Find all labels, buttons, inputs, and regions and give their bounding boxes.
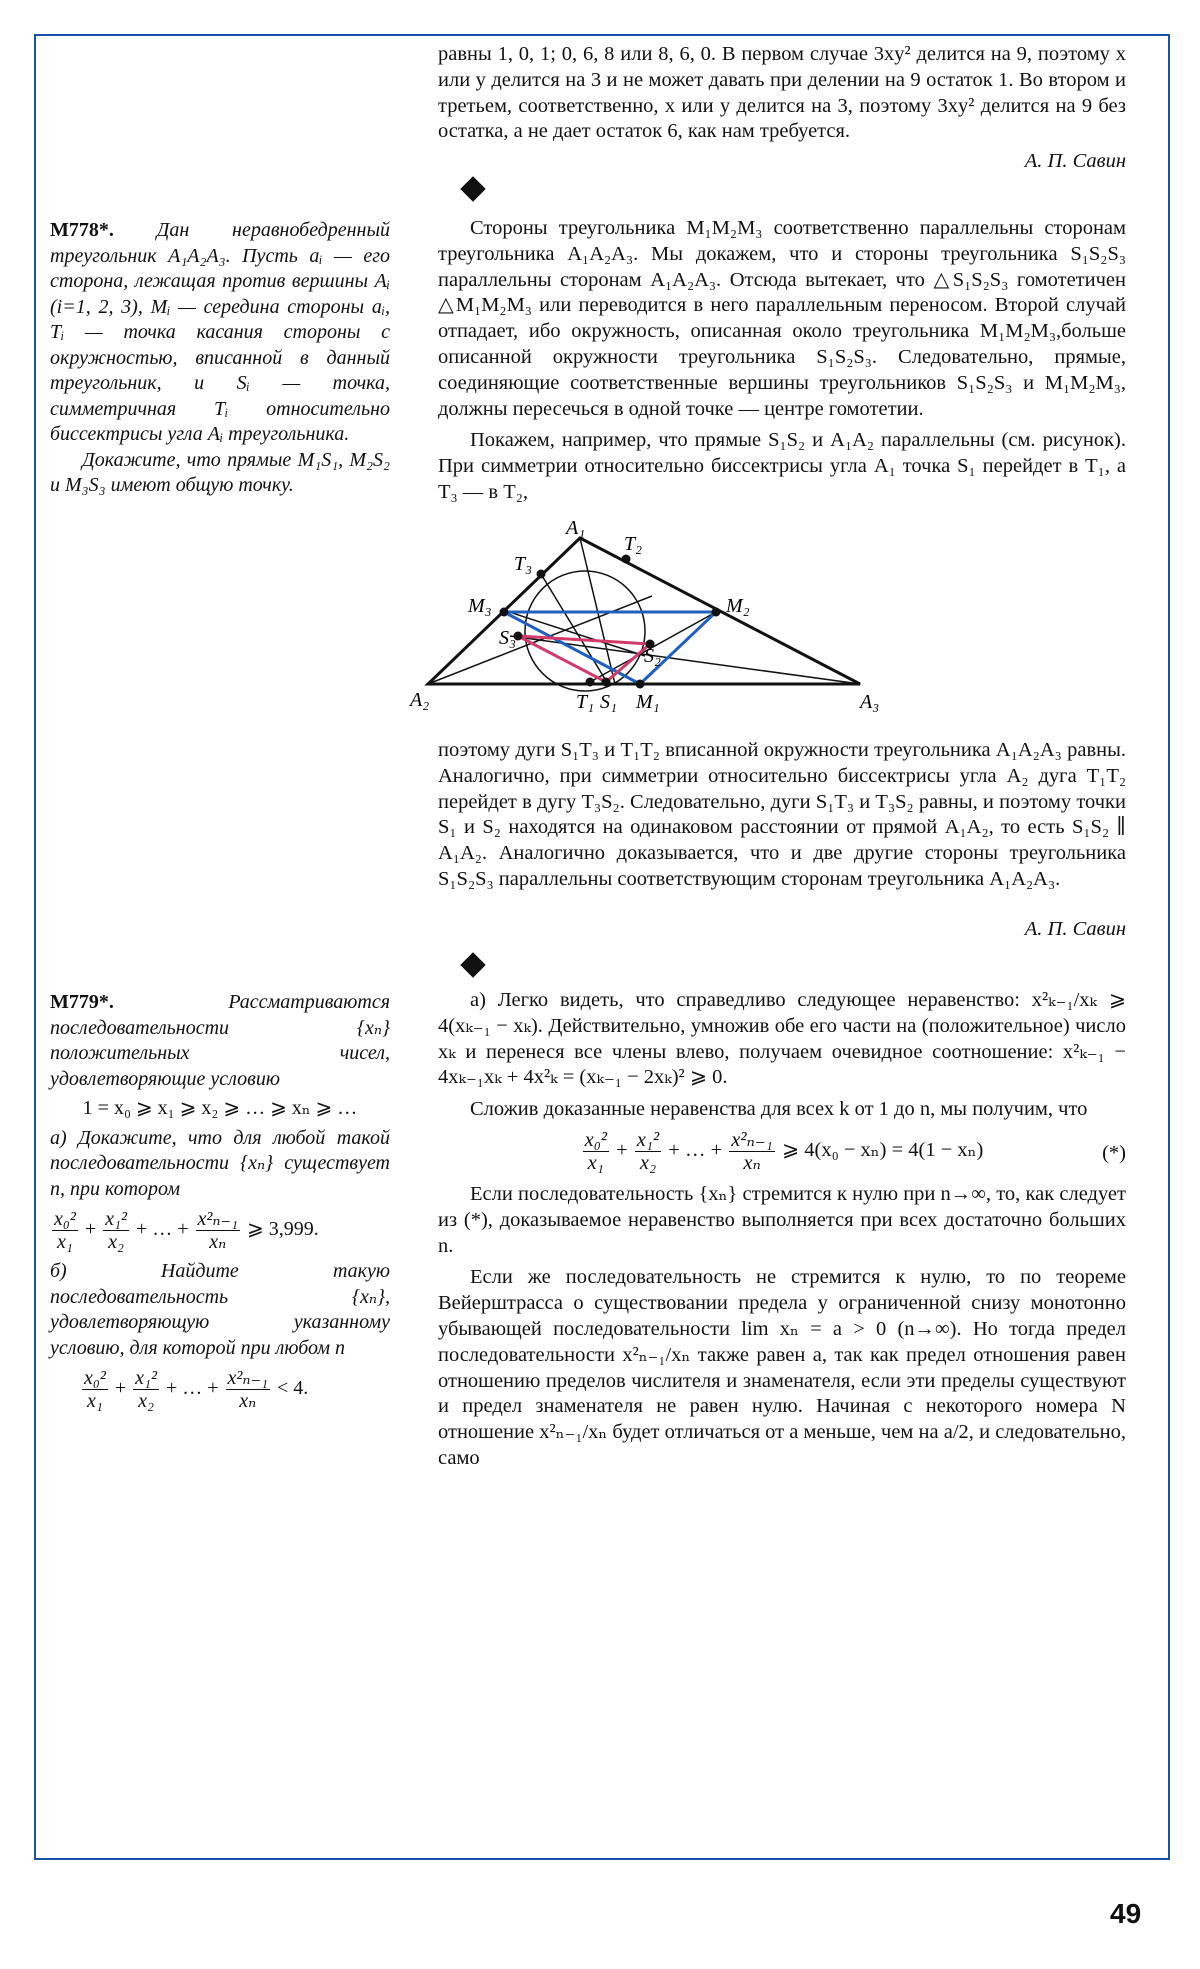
m778-problem [50, 218, 390, 499]
m778-sol-p2: Покажем, например, что прямые S₁S₂ и A₁A₂ параллельны (см. рисунок). При симметрии относительно биссектрисы угла A₁ точка S₁ перейдет в T₁, а T₃ — в T₂, [438, 429, 1126, 503]
m778-solution-cont [438, 738, 1126, 899]
line-t3 [541, 574, 608, 684]
m779-sol-p4: Если же последовательность не стремится к нулю, то по теореме Вейерштрасса о существовании предела у ограниченной снизу монотонно убывающей последовательности lim xₙ = a > 0 (n→∞). Но тогда предел последовательности x²ₙ₋₁/xₙ также равен a, так как предел отношения равен отношению пределов числителя и знаменателя, если эти пределы существуют и предел знаменателя не равен нулю. Начиная с некоторого номера N отношение x²ₙ₋₁/xₙ будет отличаться от a меньше, чем на a/2, и следовательно, само [438, 1266, 1126, 1469]
m779-part-b: б) Найдите такую последовательность {xₙ}, удовлетворяющую указанному условию, для которой при любом n [50, 1260, 390, 1359]
point-m2 [712, 608, 721, 617]
point-s1 [602, 678, 611, 687]
m778-prove: Докажите, что прямые M₁S₁, M₂S₂ и M₃S₃ имеют общую точку. [50, 448, 390, 496]
point-m3 [500, 608, 509, 617]
point-t3 [537, 570, 546, 579]
triangle-m1m2m3 [504, 612, 716, 684]
m778-label: М778*. [50, 219, 114, 241]
m779-problem [50, 990, 390, 1412]
point-m1 [636, 680, 645, 689]
triangle-figure [400, 516, 920, 716]
m778-author: А. П. Савин [1024, 918, 1126, 940]
m778-problem-text: Дан неравнобедренный треугольник A₁A₂A₃. Пусть aᵢ — его сторона, лежащая против вершины Aᵢ (i=1, 2, 3), Mᵢ — середина стороны aᵢ, Tᵢ — точка касания стороны с окружностью, вписанной в данный треугольник, и Sᵢ — точка, симметричная Tᵢ относительно биссектрисы угла Aᵢ треугольника. [50, 219, 390, 445]
label-t1: T₁ [576, 691, 595, 713]
label-a1: A₁ [566, 517, 586, 539]
m779-intro: Рассматриваются последовательности {xₙ} положительных чисел, удовлетворяющие условию [50, 991, 390, 1090]
point-t1 [586, 678, 595, 687]
page-number: 49 [1110, 1898, 1142, 1929]
label-s1: S₁ [600, 691, 617, 713]
m779-sol-p3: Если последовательность {xₙ} стремится к нулю при n→∞, то, как следует из (*), доказываемое неравенство выполняется при всех достаточно больших n. [438, 1182, 1126, 1257]
label-m3: M₃ [468, 595, 492, 617]
point-t2 [622, 555, 631, 564]
top-author: А. П. Савин [1024, 150, 1126, 172]
label-m1: M₁ [636, 691, 660, 713]
label-m2: M₂ [726, 595, 750, 617]
m779-sol-formula: $\frac{\text{x₀²}}{\text{x₁}}$ + $\frac{\text{x₁²}}{\text{x₂}}$ + … + $\frac{\text{x²ₙ₋₁}}{\text{xₙ}}$ ⩾ 4(x₀ − xₙ) = 4(1 − xₙ) (*) [584, 1128, 1126, 1174]
m779-condition: 1 = x₀ ⩾ x₁ ⩾ x₂ ⩾ … ⩾ xₙ ⩾ … [82, 1097, 358, 1119]
label-t3: T₃ [514, 553, 533, 575]
m779-part-a-formula: $\frac{\text{x₀²}}{\text{x₁}}$ + $\frac{\text{x₁²}}{\text{x₂}}$ + … + $\frac{\text{x²ₙ₋₁}}{\text{xₙ}}$ ⩾ 3,999. [54, 1208, 319, 1253]
label-a2: A₂ [410, 689, 430, 711]
top-paragraph: равны 1, 0, 1; 0, 6, 8 или 8, 6, 0. В первом случае 3xy² делится на 9, поэтому x или y делится на 3 и не может давать при делении на 9 остаток 1. Во втором и третьем, соответственно, x или y делится на 3, поэтому 3xy² делится на 9 без остатка, а не дает остаток 6, как нам требуется. [438, 43, 1126, 143]
m779-sol-p1: а) Легко видеть, что справедливо следующее неравенство: x²ₖ₋₁/xₖ ⩾ 4(xₖ₋₁ − xₖ). Действительно, умножив обе его части на (положительное) число xₖ и перенеся все члены влево, получаем очевидное соотношение: x²ₖ₋₁ − 4xₖ₋₁xₖ + 4x²ₖ = (xₖ₋₁ − 2xₖ)² ⩾ 0. [438, 989, 1126, 1089]
m779-sol-p2: Сложив доказанные неравенства для всех k от 1 до n, мы получим, что [470, 1098, 1088, 1121]
m778-sol-p3: поэтому дуги S₁T₃ и T₁T₂ вписанной окружности треугольника A₁A₂A₃ равны. Аналогично, при симметрии относительно биссектрисы угла A₂ дуга T₁T₂ перейдет в дугу T₃S₂. Следовательно, дуги S₁T₃ и T₃S₂ равны, и поэтому точки S₁ и S₂ находятся на одинаковом расстоянии от прямой A₁A₂, то есть S₁S₂ ∥ A₁A₂. Аналогично доказывается, что и две другие стороны треугольника S₁S₂S₃ параллельны соответствующим сторонам треугольника A₁A₂A₃. [438, 739, 1126, 890]
m779-part-a: а) Докажите, что для любой такой последовательности {xₙ} существует n, при котором [50, 1126, 390, 1200]
m778-solution [438, 216, 1126, 512]
label-s2: S₂ [644, 645, 661, 667]
label-s3: S₃ [499, 627, 516, 649]
formula-tag: (*) [1102, 1141, 1126, 1164]
m779-solution [438, 988, 1126, 1478]
label-t2: T₂ [624, 533, 643, 555]
m779-label: М779*. [50, 991, 114, 1013]
m779-part-b-formula: $\frac{\text{x₀²}}{\text{x₁}}$ + $\frac{\text{x₁²}}{\text{x₂}}$ + … + $\frac{\text{x²ₙ₋₁}}{\text{xₙ}}$ < 4. [84, 1367, 309, 1412]
m778-sol-p1: Стороны треугольника M₁M₂M₃ соответственно параллельны сторонам треугольника A₁A₂A₃. Мы докажем, что и стороны треугольника S₁S₂S₃ параллельны сторонам A₁A₂A₃. Отсюда вытекает, что △S₁S₂S₃ гомотетичен △M₁M₂M₃ или переводится в него параллельным переносом. Второй случай отпадает, ибо окружность, описанная около треугольника M₁M₂M₃,больше описанной окружности треугольника S₁S₂S₃. Следовательно, прямые, соединяющие соответственные вершины треугольников S₁S₂S₃ и M₁M₂M₃, должны пересечься в одной точке — центре гомотетии. [438, 217, 1126, 420]
label-a3: A₃ [860, 691, 880, 713]
